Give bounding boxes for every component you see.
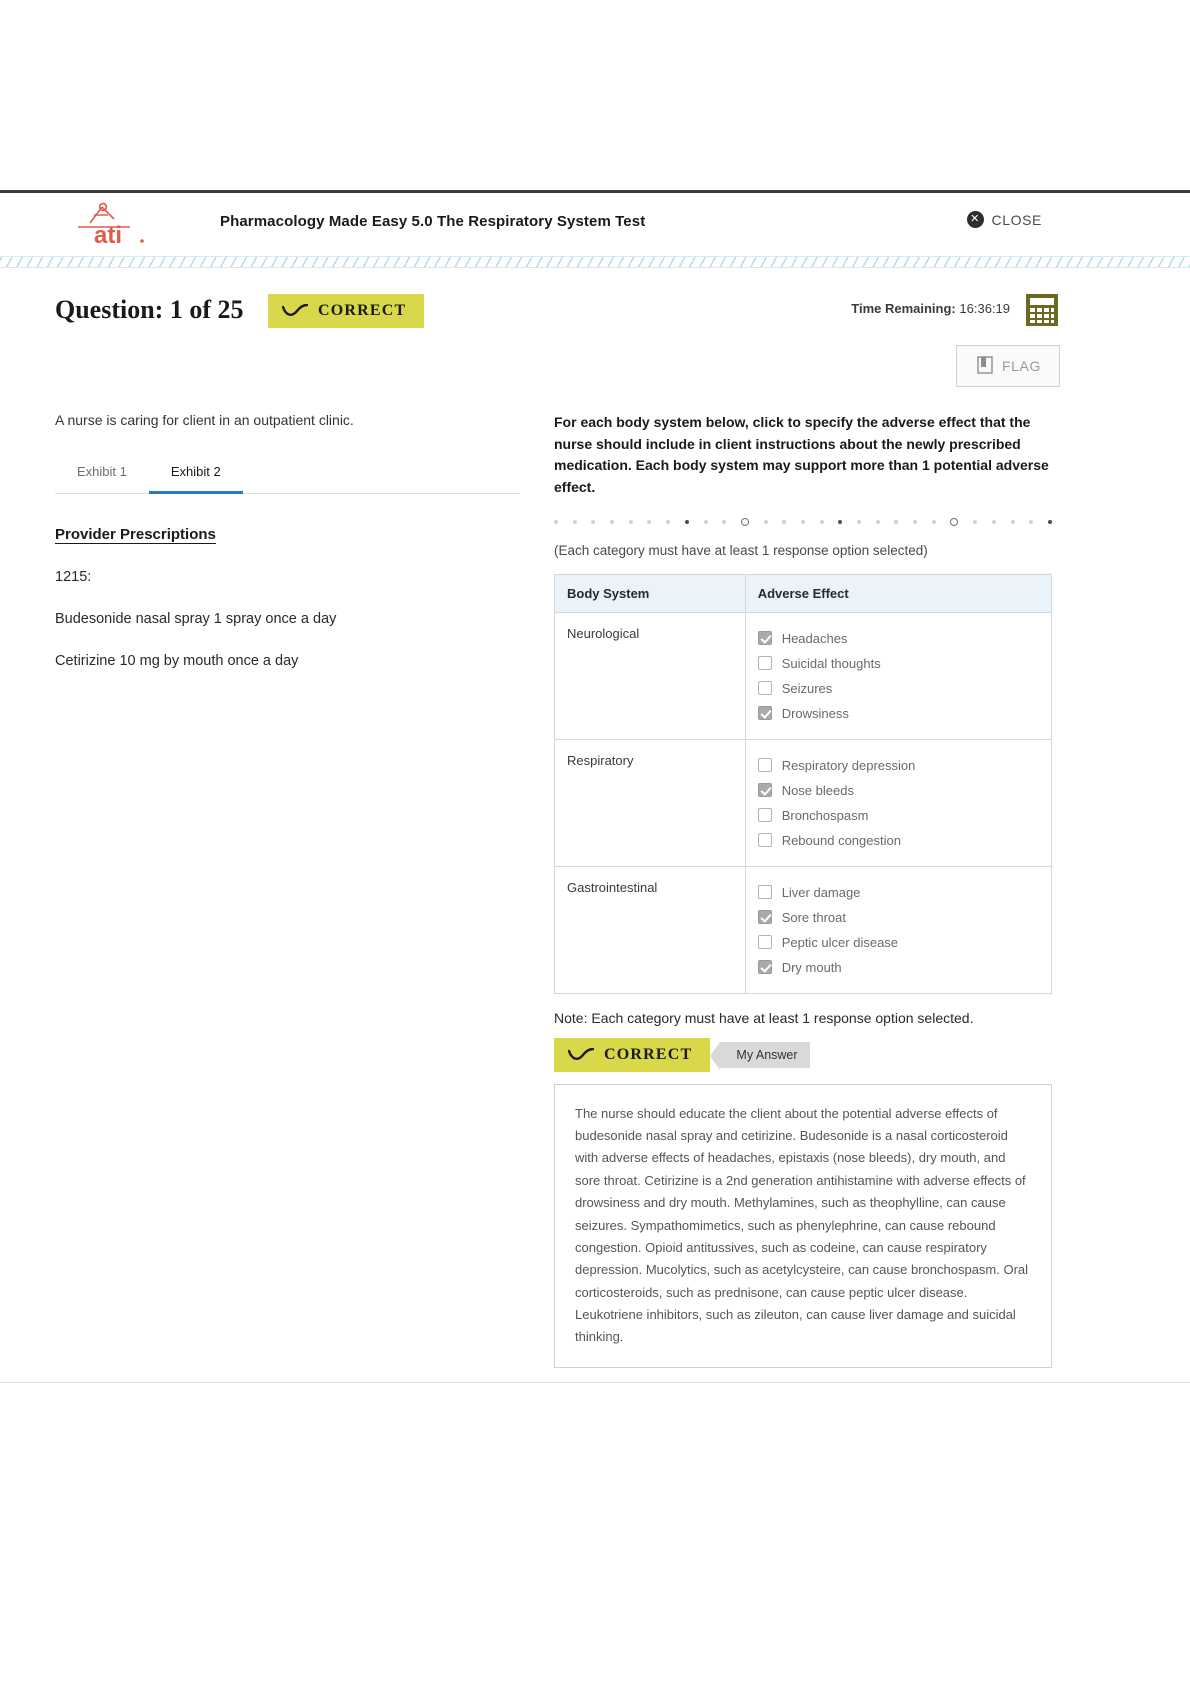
checkbox-checked-icon[interactable] [758, 631, 772, 645]
flag-label: FLAG [1002, 358, 1041, 374]
time-remaining-label: Time Remaining: [851, 301, 956, 316]
flag-icon [975, 355, 995, 378]
prescription-item: Budesonide nasal spray 1 spray once a day [55, 611, 337, 627]
checkbox-checked-icon[interactable] [758, 910, 772, 924]
table-row [555, 612, 1052, 739]
app-header [0, 193, 1190, 256]
progress-dots [554, 517, 1052, 527]
option-label: Nose bleeds [781, 782, 854, 798]
close-label: CLOSE [991, 211, 1042, 228]
column-header-body-system: Body System [555, 574, 746, 612]
option-label: Respiratory depression [781, 757, 916, 773]
option-label: Rebound congestion [781, 832, 901, 848]
status-badge [268, 294, 424, 328]
option-nose-bleeds[interactable] [758, 778, 1039, 803]
table-header-row [555, 574, 1052, 612]
exhibit-panel [55, 412, 520, 669]
option-label: Drowsiness [781, 705, 849, 721]
checkbox-icon[interactable] [758, 656, 772, 670]
time-remaining [851, 301, 1010, 316]
option-rebound-congestion[interactable] [758, 828, 1039, 853]
checkbox-icon[interactable] [758, 808, 772, 822]
option-dry-mouth[interactable] [758, 955, 1039, 980]
cell-adverse-effects [745, 866, 1051, 993]
option-drowsiness[interactable] [758, 701, 1039, 726]
page-title: Pharmacology Made Easy 5.0 The Respiratory System Test [220, 213, 646, 230]
option-label: Seizures [781, 680, 833, 696]
checkbox-icon[interactable] [758, 885, 772, 899]
cell-adverse-effects [745, 612, 1051, 739]
time-remaining-value: 16:36:19 [959, 301, 1010, 316]
option-bronchospasm[interactable] [758, 803, 1039, 828]
question-counter: Question: 1 of 25 [55, 295, 244, 324]
option-respiratory-depression[interactable] [758, 753, 1039, 778]
table-row [555, 739, 1052, 866]
category-note: (Each category must have at least 1 response option selected) [554, 542, 928, 558]
cell-adverse-effects [745, 739, 1051, 866]
answer-correct-label: CORRECT [604, 1045, 693, 1063]
adverse-effect-table [554, 574, 1052, 994]
scenario-text: A nurse is caring for client in an outpatient clinic. [55, 412, 354, 428]
tab-exhibit-1[interactable]: Exhibit 1 [77, 464, 127, 479]
cell-body-system: Gastrointestinal [555, 866, 746, 993]
answer-correct-badge [554, 1038, 710, 1072]
option-label: Headaches [781, 630, 848, 646]
answer-status-row [554, 1038, 1054, 1072]
exhibit-title: Provider Prescriptions [55, 526, 216, 543]
checkbox-checked-icon[interactable] [758, 783, 772, 797]
prescription-item: Cetirizine 10 mg by mouth once a day [55, 653, 299, 669]
exhibit-timestamp: 1215: [55, 569, 92, 585]
checkbox-icon[interactable] [758, 935, 772, 949]
calculator-icon[interactable] [1024, 292, 1060, 328]
column-header-adverse-effect: Adverse Effect [745, 574, 1051, 612]
cell-body-system: Respiratory [555, 739, 746, 866]
close-circle-icon: ✕ [967, 211, 984, 228]
checkbox-icon[interactable] [758, 758, 772, 772]
ati-logo [72, 201, 172, 247]
table-note: Note: Each category must have at least 1 response option selected. [554, 1009, 974, 1026]
table-row [555, 866, 1052, 993]
decorative-divider [0, 256, 1190, 268]
checkbox-icon[interactable] [758, 681, 772, 695]
option-label: Liver damage [781, 884, 861, 900]
check-swoosh-icon [568, 1048, 594, 1062]
my-answer-tag: My Answer [720, 1042, 809, 1068]
close-button[interactable] [967, 211, 1042, 228]
status-badge-label: CORRECT [318, 302, 407, 319]
option-headaches[interactable] [758, 626, 1039, 651]
option-suicidal-thoughts[interactable] [758, 651, 1039, 676]
question-panel [554, 412, 1054, 1368]
option-sore-throat[interactable] [758, 905, 1039, 930]
option-label: Suicidal thoughts [781, 655, 881, 671]
option-seizures[interactable] [758, 676, 1039, 701]
option-label: Dry mouth [781, 959, 842, 975]
option-peptic-ulcer-disease[interactable] [758, 930, 1039, 955]
exhibit-tabs [55, 454, 520, 494]
option-liver-damage[interactable] [758, 880, 1039, 905]
checkbox-checked-icon[interactable] [758, 960, 772, 974]
checkbox-checked-icon[interactable] [758, 706, 772, 720]
option-label: Peptic ulcer disease [781, 934, 899, 950]
cell-body-system: Neurological [555, 612, 746, 739]
option-label: Sore throat [781, 909, 847, 925]
checkbox-icon[interactable] [758, 833, 772, 847]
option-label: Bronchospasm [781, 807, 869, 823]
flag-button[interactable] [956, 345, 1060, 387]
svg-text:ati: ati [94, 222, 123, 247]
rationale-text: The nurse should educate the client about the potential adverse effects of budesonide nasal spray and cetirizine. Budesonide is a nasal corticosteroid with adverse effects of headaches, epistaxis (nose bleeds), dry mouth, and sore throat. Cetirizine is a 2nd generation antihistamine with adverse effects of drowsiness and dry mouth. Methylamines, such as theophylline, can cause seizures. Sympathomimetics, such as phenylephrine, can cause rebound congestion. Opioid antitussives, such as codeine, can cause respiratory depression. Mucolytics, such as acetylcysteire, can cause bronchospasm. Oral corticosteroids, such as prednisone, can cause peptic ulcer disease. Leukotriene inhibitors, such as zileuton, can cause liver damage and suicidal thinking. [554, 1084, 1052, 1368]
bottom-divider [0, 1382, 1190, 1383]
question-prompt: For each body system below, click to specify the adverse effect that the nurse should include in client instructions about the newly prescribed medication. Each body system may support more than 1 potential adverse effect. [554, 414, 1049, 496]
check-swoosh-icon [282, 304, 308, 318]
tab-exhibit-2[interactable]: Exhibit 2 [149, 454, 243, 494]
